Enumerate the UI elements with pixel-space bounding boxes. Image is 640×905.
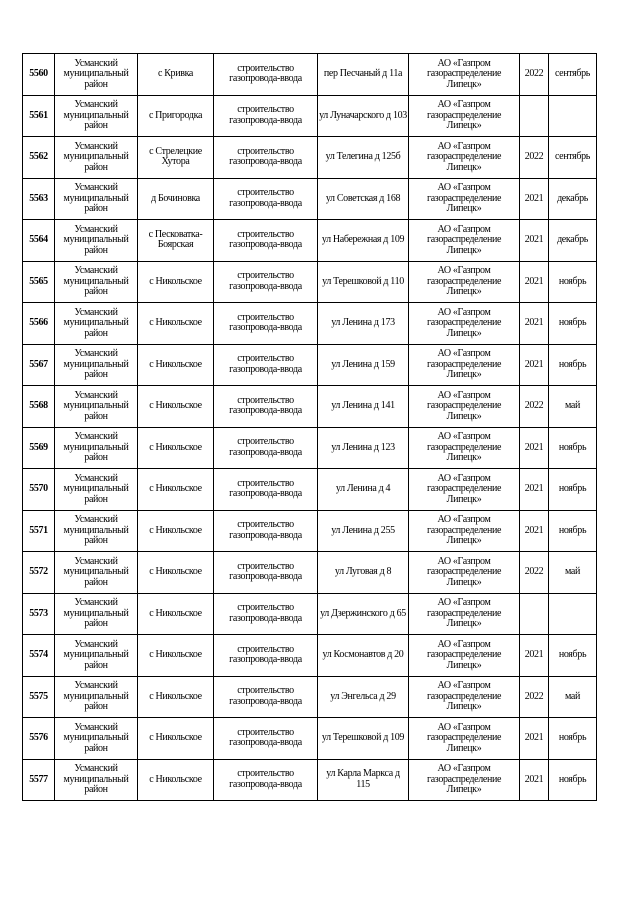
locality-cell: с Никольское bbox=[138, 510, 214, 552]
table-row bbox=[23, 303, 597, 345]
month-cell: ноябрь bbox=[549, 303, 597, 345]
organization-cell: АО «Газпром газораспределение Липецк» bbox=[409, 386, 520, 428]
table-row bbox=[23, 137, 597, 179]
address-cell: ул Ленина д 173 bbox=[318, 303, 409, 345]
organization-cell: АО «Газпром газораспределение Липецк» bbox=[409, 54, 520, 96]
table-row bbox=[23, 386, 597, 428]
address-cell: ул Терешковой д 109 bbox=[318, 718, 409, 760]
organization-cell: АО «Газпром газораспределение Липецк» bbox=[409, 593, 520, 635]
work-type-cell: строительство газопровода-ввода bbox=[214, 718, 318, 760]
row-number-cell: 5569 bbox=[23, 427, 55, 469]
district-cell: Усманский муниципальный район bbox=[55, 303, 138, 345]
month-cell: ноябрь bbox=[549, 469, 597, 511]
row-number-cell: 5565 bbox=[23, 261, 55, 303]
address-cell: ул Ленина д 255 bbox=[318, 510, 409, 552]
work-type-cell: строительство газопровода-ввода bbox=[214, 427, 318, 469]
locality-cell: с Никольское bbox=[138, 718, 214, 760]
district-cell: Усманский муниципальный район bbox=[55, 344, 138, 386]
year-cell: 2021 bbox=[520, 261, 549, 303]
month-cell: ноябрь bbox=[549, 344, 597, 386]
year-cell bbox=[520, 95, 549, 137]
work-type-cell: строительство газопровода-ввода bbox=[214, 552, 318, 594]
table-row bbox=[23, 178, 597, 220]
district-cell: Усманский муниципальный район bbox=[55, 95, 138, 137]
district-cell: Усманский муниципальный район bbox=[55, 178, 138, 220]
row-number-cell: 5573 bbox=[23, 593, 55, 635]
locality-cell: с Никольское bbox=[138, 427, 214, 469]
row-number-cell: 5564 bbox=[23, 220, 55, 262]
year-cell: 2022 bbox=[520, 54, 549, 96]
row-number-cell: 5566 bbox=[23, 303, 55, 345]
month-cell: ноябрь bbox=[549, 759, 597, 801]
organization-cell: АО «Газпром газораспределение Липецк» bbox=[409, 95, 520, 137]
district-cell: Усманский муниципальный район bbox=[55, 386, 138, 428]
address-cell: ул Карла Маркса д 115 bbox=[318, 759, 409, 801]
year-cell bbox=[520, 593, 549, 635]
organization-cell: АО «Газпром газораспределение Липецк» bbox=[409, 676, 520, 718]
work-type-cell: строительство газопровода-ввода bbox=[214, 95, 318, 137]
work-type-cell: строительство газопровода-ввода bbox=[214, 759, 318, 801]
locality-cell: с Никольское bbox=[138, 469, 214, 511]
locality-cell: с Никольское bbox=[138, 261, 214, 303]
organization-cell: АО «Газпром газораспределение Липецк» bbox=[409, 178, 520, 220]
month-cell: декабрь bbox=[549, 178, 597, 220]
address-cell: ул Телегина д 125б bbox=[318, 137, 409, 179]
district-cell: Усманский муниципальный район bbox=[55, 469, 138, 511]
district-cell: Усманский муниципальный район bbox=[55, 635, 138, 677]
address-cell: ул Набережная д 109 bbox=[318, 220, 409, 262]
locality-cell: с Стрелецкие Хутора bbox=[138, 137, 214, 179]
address-cell: ул Ленина д 123 bbox=[318, 427, 409, 469]
row-number-cell: 5571 bbox=[23, 510, 55, 552]
row-number-cell: 5561 bbox=[23, 95, 55, 137]
row-number-cell: 5574 bbox=[23, 635, 55, 677]
locality-cell: с Никольское bbox=[138, 635, 214, 677]
table-row bbox=[23, 593, 597, 635]
locality-cell: д Бочиновка bbox=[138, 178, 214, 220]
year-cell: 2021 bbox=[520, 469, 549, 511]
work-type-cell: строительство газопровода-ввода bbox=[214, 261, 318, 303]
district-cell: Усманский муниципальный район bbox=[55, 427, 138, 469]
organization-cell: АО «Газпром газораспределение Липецк» bbox=[409, 344, 520, 386]
organization-cell: АО «Газпром газораспределение Липецк» bbox=[409, 635, 520, 677]
locality-cell: с Никольское bbox=[138, 593, 214, 635]
organization-cell: АО «Газпром газораспределение Липецк» bbox=[409, 303, 520, 345]
table-row bbox=[23, 220, 597, 262]
table-row bbox=[23, 759, 597, 801]
year-cell: 2021 bbox=[520, 759, 549, 801]
work-type-cell: строительство газопровода-ввода bbox=[214, 593, 318, 635]
table-row bbox=[23, 635, 597, 677]
district-cell: Усманский муниципальный район bbox=[55, 54, 138, 96]
row-number-cell: 5575 bbox=[23, 676, 55, 718]
address-cell: ул Терешковой д 110 bbox=[318, 261, 409, 303]
month-cell: ноябрь bbox=[549, 261, 597, 303]
address-cell: ул Ленина д 141 bbox=[318, 386, 409, 428]
year-cell: 2022 bbox=[520, 137, 549, 179]
work-type-cell: строительство газопровода-ввода bbox=[214, 303, 318, 345]
table-row bbox=[23, 344, 597, 386]
work-type-cell: строительство газопровода-ввода bbox=[214, 220, 318, 262]
locality-cell: с Никольское bbox=[138, 552, 214, 594]
row-number-cell: 5567 bbox=[23, 344, 55, 386]
table-row bbox=[23, 54, 597, 96]
district-cell: Усманский муниципальный район bbox=[55, 676, 138, 718]
month-cell: сентябрь bbox=[549, 54, 597, 96]
year-cell: 2021 bbox=[520, 303, 549, 345]
organization-cell: АО «Газпром газораспределение Липецк» bbox=[409, 510, 520, 552]
organization-cell: АО «Газпром газораспределение Липецк» bbox=[409, 427, 520, 469]
table-row bbox=[23, 427, 597, 469]
month-cell: ноябрь bbox=[549, 718, 597, 760]
address-cell: ул Советская д 168 bbox=[318, 178, 409, 220]
year-cell: 2021 bbox=[520, 178, 549, 220]
year-cell: 2021 bbox=[520, 718, 549, 760]
row-number-cell: 5577 bbox=[23, 759, 55, 801]
month-cell: декабрь bbox=[549, 220, 597, 262]
month-cell bbox=[549, 95, 597, 137]
address-cell: ул Луначарского д 103 bbox=[318, 95, 409, 137]
work-type-cell: строительство газопровода-ввода bbox=[214, 635, 318, 677]
address-cell: ул Дзержинского д 65 bbox=[318, 593, 409, 635]
month-cell: ноябрь bbox=[549, 510, 597, 552]
row-number-cell: 5563 bbox=[23, 178, 55, 220]
work-type-cell: строительство газопровода-ввода bbox=[214, 469, 318, 511]
locality-cell: с Никольское bbox=[138, 344, 214, 386]
work-type-cell: строительство газопровода-ввода bbox=[214, 178, 318, 220]
table-row bbox=[23, 510, 597, 552]
locality-cell: с Никольское bbox=[138, 759, 214, 801]
row-number-cell: 5562 bbox=[23, 137, 55, 179]
address-cell: ул Космонавтов д 20 bbox=[318, 635, 409, 677]
district-cell: Усманский муниципальный район bbox=[55, 137, 138, 179]
district-cell: Усманский муниципальный район bbox=[55, 552, 138, 594]
work-type-cell: строительство газопровода-ввода bbox=[214, 54, 318, 96]
work-type-cell: строительство газопровода-ввода bbox=[214, 510, 318, 552]
row-number-cell: 5568 bbox=[23, 386, 55, 428]
year-cell: 2022 bbox=[520, 676, 549, 718]
address-cell: ул Энгельса д 29 bbox=[318, 676, 409, 718]
table-row bbox=[23, 718, 597, 760]
locality-cell: с Никольское bbox=[138, 386, 214, 428]
year-cell: 2021 bbox=[520, 220, 549, 262]
locality-cell: с Никольское bbox=[138, 676, 214, 718]
row-number-cell: 5570 bbox=[23, 469, 55, 511]
work-type-cell: строительство газопровода-ввода bbox=[214, 676, 318, 718]
district-cell: Усманский муниципальный район bbox=[55, 593, 138, 635]
district-cell: Усманский муниципальный район bbox=[55, 510, 138, 552]
organization-cell: АО «Газпром газораспределение Липецк» bbox=[409, 220, 520, 262]
locality-cell: с Кривка bbox=[138, 54, 214, 96]
table-body bbox=[23, 54, 597, 801]
table-row bbox=[23, 469, 597, 511]
month-cell: май bbox=[549, 552, 597, 594]
month-cell: ноябрь bbox=[549, 427, 597, 469]
row-number-cell: 5560 bbox=[23, 54, 55, 96]
organization-cell: АО «Газпром газораспределение Липецк» bbox=[409, 552, 520, 594]
gas-connection-table bbox=[22, 53, 597, 801]
address-cell: ул Ленина д 4 bbox=[318, 469, 409, 511]
district-cell: Усманский муниципальный район bbox=[55, 220, 138, 262]
row-number-cell: 5576 bbox=[23, 718, 55, 760]
month-cell: май bbox=[549, 676, 597, 718]
work-type-cell: строительство газопровода-ввода bbox=[214, 344, 318, 386]
locality-cell: с Пригородка bbox=[138, 95, 214, 137]
table-row bbox=[23, 261, 597, 303]
year-cell: 2021 bbox=[520, 510, 549, 552]
address-cell: ул Луговая д 8 bbox=[318, 552, 409, 594]
table-row bbox=[23, 552, 597, 594]
month-cell: ноябрь bbox=[549, 635, 597, 677]
year-cell: 2021 bbox=[520, 635, 549, 677]
table-row bbox=[23, 676, 597, 718]
locality-cell: с Песковатка-Боярская bbox=[138, 220, 214, 262]
table-row bbox=[23, 95, 597, 137]
organization-cell: АО «Газпром газораспределение Липецк» bbox=[409, 261, 520, 303]
row-number-cell: 5572 bbox=[23, 552, 55, 594]
address-cell: ул Ленина д 159 bbox=[318, 344, 409, 386]
year-cell: 2022 bbox=[520, 386, 549, 428]
district-cell: Усманский муниципальный район bbox=[55, 261, 138, 303]
month-cell: май bbox=[549, 386, 597, 428]
work-type-cell: строительство газопровода-ввода bbox=[214, 386, 318, 428]
organization-cell: АО «Газпром газораспределение Липецк» bbox=[409, 469, 520, 511]
year-cell: 2021 bbox=[520, 427, 549, 469]
organization-cell: АО «Газпром газораспределение Липецк» bbox=[409, 137, 520, 179]
month-cell: сентябрь bbox=[549, 137, 597, 179]
organization-cell: АО «Газпром газораспределение Липецк» bbox=[409, 759, 520, 801]
district-cell: Усманский муниципальный район bbox=[55, 718, 138, 760]
year-cell: 2021 bbox=[520, 344, 549, 386]
year-cell: 2022 bbox=[520, 552, 549, 594]
month-cell bbox=[549, 593, 597, 635]
organization-cell: АО «Газпром газораспределение Липецк» bbox=[409, 718, 520, 760]
address-cell: пер Песчаный д 11а bbox=[318, 54, 409, 96]
work-type-cell: строительство газопровода-ввода bbox=[214, 137, 318, 179]
locality-cell: с Никольское bbox=[138, 303, 214, 345]
district-cell: Усманский муниципальный район bbox=[55, 759, 138, 801]
